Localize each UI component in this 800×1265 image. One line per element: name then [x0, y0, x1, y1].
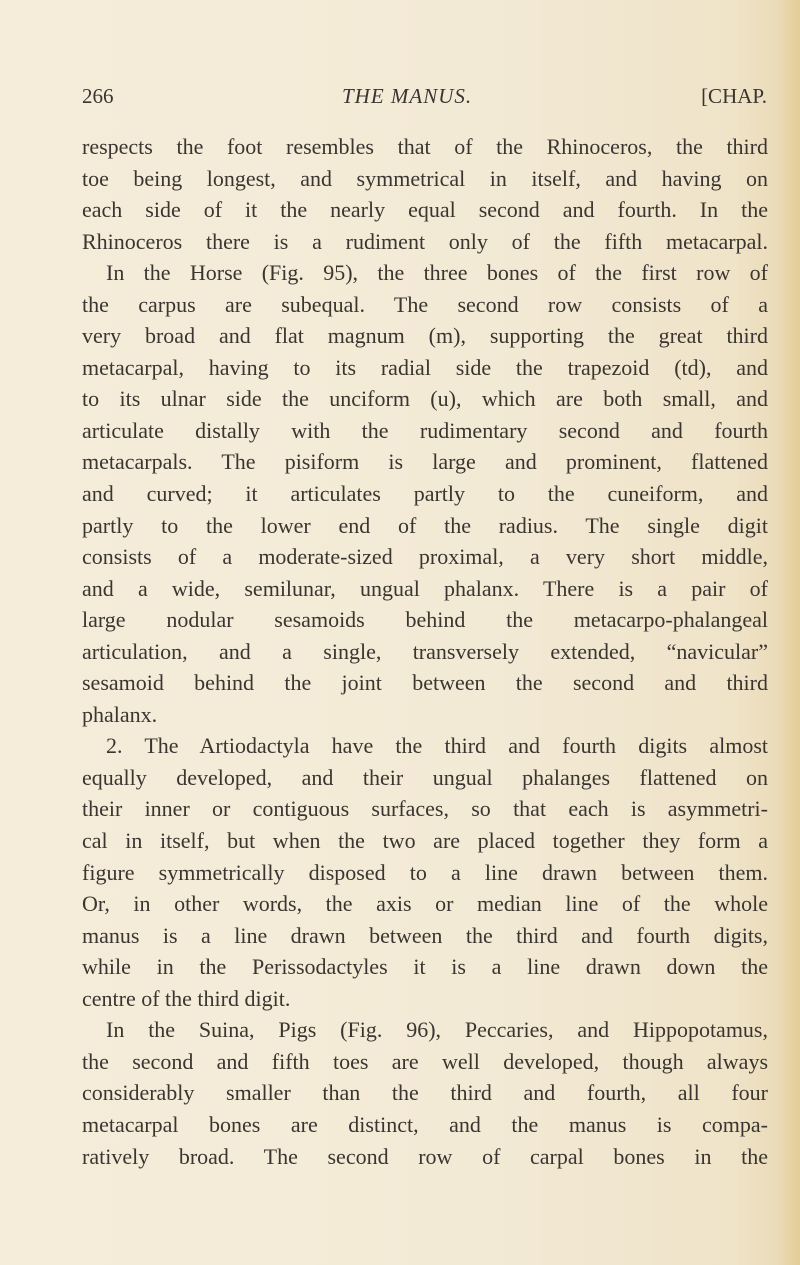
- text-line: In the Horse (Fig. 95), the three bones of the first row of: [106, 260, 768, 286]
- text-line: each side of it the nearly equal second and fourth. In the: [82, 197, 768, 223]
- text-line: considerably smaller than the third and fourth, all four: [82, 1080, 768, 1106]
- text-line: very broad and flat magnum (m), supporting the great third: [82, 323, 768, 349]
- running-header: [82, 84, 767, 114]
- text-line: and a wide, semilunar, ungual phalanx. There is a pair of: [82, 575, 768, 601]
- text-line: sesamoid behind the joint between the second and third: [82, 670, 768, 696]
- body-text: [82, 131, 768, 1172]
- text-line: metacarpals. The pisiform is large and prominent, flattened: [82, 449, 768, 475]
- text-line: consists of a moderate-sized proximal, a very short middle,: [82, 544, 768, 570]
- text-line: 2. The Artiodactyla have the third and fourth digits almost: [106, 733, 768, 759]
- text-line: phalanx.: [82, 701, 158, 727]
- text-line: and curved; it articulates partly to the cuneiform, and: [82, 481, 768, 507]
- page-number: 266: [82, 84, 114, 108]
- text-line: In the Suina, Pigs (Fig. 96), Peccaries, and Hippopotamus,: [106, 1017, 768, 1043]
- text-line: articulate distally with the rudimentary second and fourth: [82, 417, 768, 443]
- text-line: equally developed, and their ungual phalanges flattened on: [82, 764, 768, 790]
- text-line: metacarpal, having to its radial side the trapezoid (td), and: [82, 354, 768, 380]
- page-edge-shading: [778, 0, 800, 1265]
- text-line: respects the foot resembles that of the Rhinoceros, the third: [82, 134, 768, 159]
- text-line: articulation, and a single, transversely extended, “navicular”: [82, 638, 768, 664]
- text-line: cal in itself, but when the two are placed together they form a: [82, 828, 768, 854]
- text-line: figure symmetrically disposed to a line drawn between them.: [82, 859, 768, 885]
- text-line: toe being longest, and symmetrical in itself, and having on: [82, 165, 768, 191]
- text-line: Rhinoceros there is a rudiment only of the fifth metacarpal.: [82, 228, 768, 254]
- text-line: manus is a line drawn between the third and fourth digits,: [82, 922, 768, 948]
- text-line: large nodular sesamoids behind the metacarpo-phalangeal: [82, 607, 768, 633]
- running-title: THE MANUS.: [342, 84, 473, 108]
- text-line: the carpus are subequal. The second row consists of a: [82, 291, 768, 317]
- text-line: Or, in other words, the axis or median line of the whole: [82, 891, 768, 917]
- text-line: to its ulnar side the unciform (u), which are both small, and: [82, 386, 768, 412]
- text-line: ratively broad. The second row of carpal bones in the: [82, 1143, 768, 1169]
- text-line: partly to the lower end of the radius. The single digit: [82, 512, 768, 538]
- text-line: their inner or contiguous surfaces, so that each is asymmetri-: [82, 796, 768, 822]
- text-line: centre of the third digit.: [82, 985, 291, 1011]
- text-line: the second and fifth toes are well developed, though always: [82, 1048, 768, 1074]
- text-line: while in the Perissodactyles it is a line drawn down the: [82, 954, 768, 980]
- chapter-marker: [CHAP.: [701, 84, 767, 108]
- text-line: metacarpal bones are distinct, and the manus is compa-: [82, 1111, 768, 1137]
